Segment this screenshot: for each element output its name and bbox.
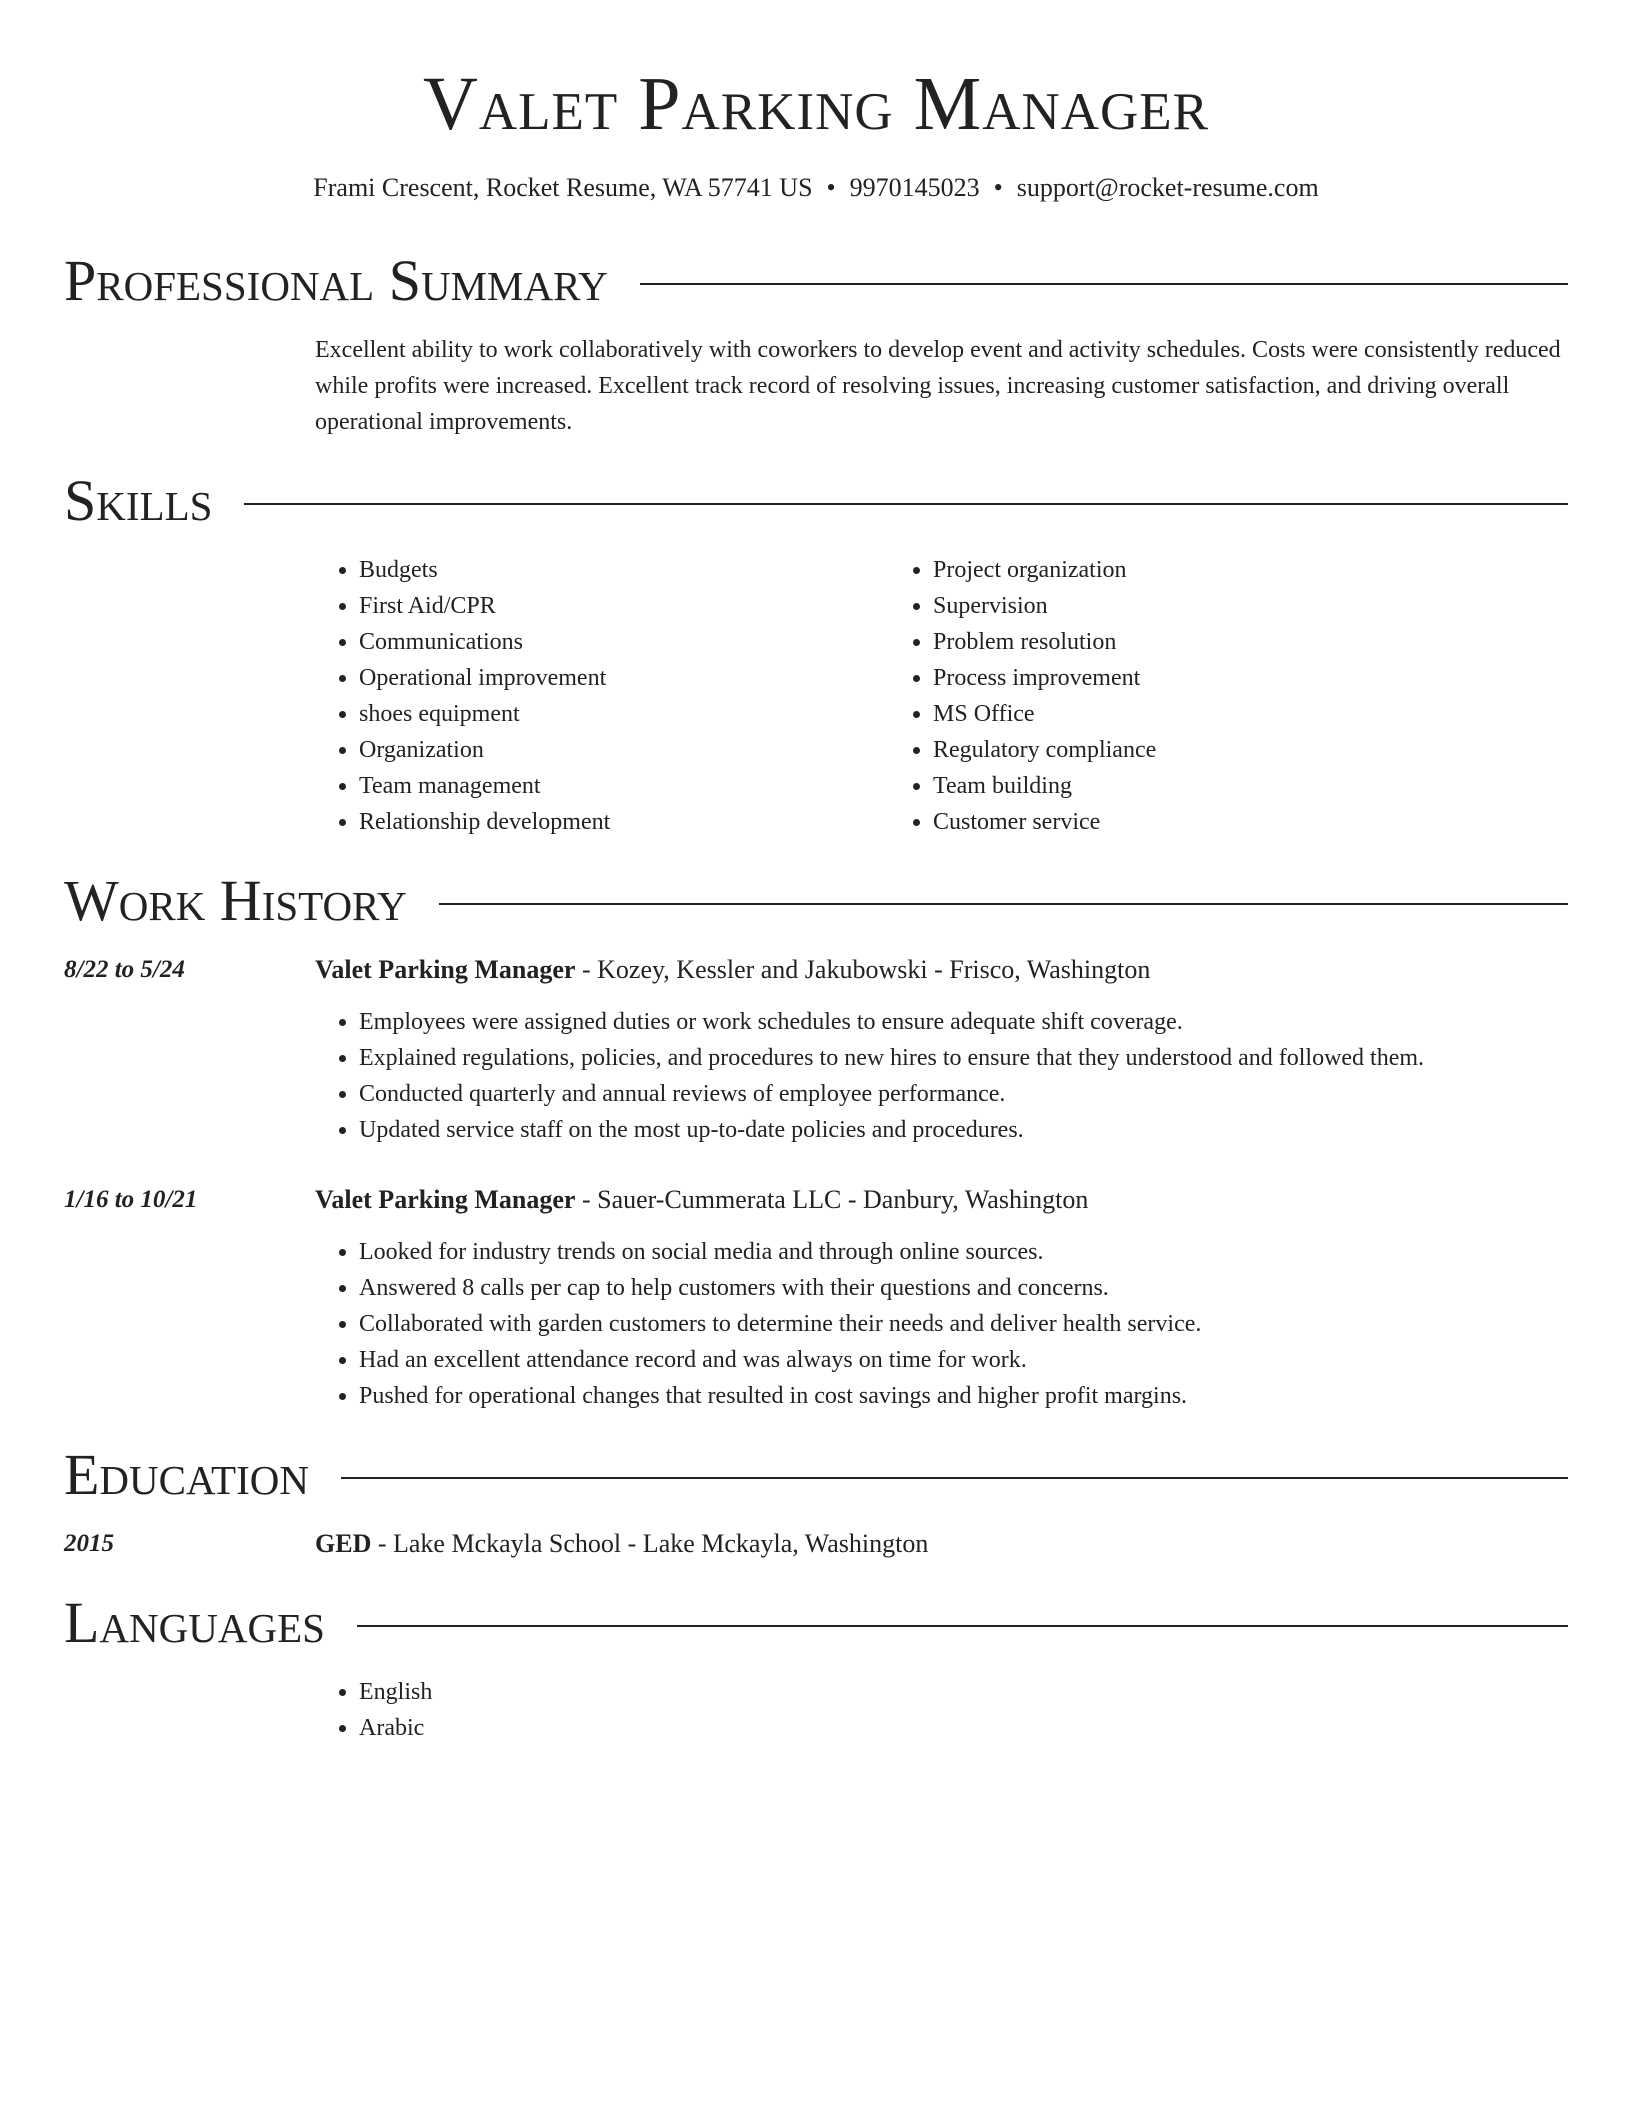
- languages-heading: Languages: [64, 1590, 325, 1655]
- contact-email: support@rocket-resume.com: [1016, 173, 1319, 202]
- section-divider: [640, 283, 1568, 285]
- education-degree: GED: [315, 1529, 372, 1558]
- skills-list: [315, 552, 1568, 840]
- education-line: [315, 1526, 928, 1562]
- skill-item: • Project organization: [933, 552, 1463, 588]
- skill-item: • Customer service: [933, 804, 1463, 840]
- resume-name: Valet Parking Manager: [422, 62, 1210, 146]
- job-dates: 1/16 to 10/21: [64, 1186, 198, 1213]
- summary-heading: Professional Summary: [64, 248, 608, 313]
- job-bullet: • Employees were assigned duties or work schedules to ensure adequate shift coverage.: [359, 1004, 1568, 1040]
- education-heading: Education: [64, 1442, 309, 1507]
- job-bullet: • Collaborated with garden customers to determine their needs and deliver health service.: [359, 1306, 1568, 1342]
- contact-line: [64, 150, 1568, 206]
- job-bullet: • Looked for industry trends on social media and through online sources.: [359, 1234, 1568, 1270]
- languages-items: [315, 1674, 1568, 1746]
- section-divider: [357, 1625, 1568, 1627]
- job-bullet: • Updated service staff on the most up-to-date policies and procedures.: [359, 1112, 1568, 1148]
- job-title: Valet Parking Manager: [315, 1185, 576, 1214]
- summary-text: Excellent ability to work collaboratively with coworkers to develop event and activity schedules. Costs were consistently reduced while profits were increased. Excellent track record of resolving issues, increasing customer satisfaction, and driving overall operational improvements.: [315, 337, 1561, 435]
- skill-item: • Communications: [359, 624, 889, 660]
- language-item: • Arabic: [359, 1710, 1568, 1746]
- language-item: • English: [359, 1674, 1568, 1710]
- job-entry: [64, 1182, 1568, 1414]
- education-details: - Lake Mckayla School - Lake Mckayla, Washington: [371, 1529, 929, 1558]
- job-title-line: [315, 952, 1568, 988]
- skill-item: • First Aid/CPR: [359, 588, 889, 624]
- education-section-header: [64, 1440, 1568, 1510]
- skills-column-right: [889, 552, 1463, 840]
- skill-item: • Regulatory compliance: [933, 732, 1463, 768]
- job-bullet: • Answered 8 calls per cap to help customers with their questions and concerns.: [359, 1270, 1568, 1306]
- skills-section-header: [64, 466, 1568, 536]
- contact-phone: 9970145023: [849, 173, 980, 202]
- skill-item: • Team building: [933, 768, 1463, 804]
- contact-address: Frami Crescent, Rocket Resume, WA 57741 US: [313, 173, 813, 202]
- skill-item: • Operational improvement: [359, 660, 889, 696]
- job-bullets: [315, 1004, 1568, 1148]
- job-bullet: • Pushed for operational changes that resulted in cost savings and higher profit margins.: [359, 1378, 1568, 1414]
- job-bullet: • Conducted quarterly and annual reviews of employee performance.: [359, 1076, 1568, 1112]
- job-dates: 8/22 to 5/24: [64, 956, 185, 983]
- job-details: - Kozey, Kessler and Jakubowski - Frisco, Washington: [575, 955, 1151, 984]
- summary-section-header: [64, 246, 1568, 316]
- job-bullet: • Had an excellent attendance record and was always on time for work.: [359, 1342, 1568, 1378]
- languages-section-header: [64, 1588, 1568, 1658]
- contact-separator: •: [993, 173, 1003, 202]
- skill-item: • Supervision: [933, 588, 1463, 624]
- work-heading: Work History: [64, 868, 407, 933]
- job-body: [315, 952, 1568, 1148]
- job-title-line: [315, 1182, 1568, 1218]
- skills-heading: Skills: [64, 468, 213, 533]
- section-divider: [244, 503, 1568, 505]
- job-details: - Sauer-Cummerata LLC - Danbury, Washington: [575, 1185, 1089, 1214]
- skill-item: • Team management: [359, 768, 889, 804]
- skill-item: • Budgets: [359, 552, 889, 588]
- skill-item: • MS Office: [933, 696, 1463, 732]
- work-section-header: [64, 866, 1568, 936]
- skill-item: • Problem resolution: [933, 624, 1463, 660]
- education-year: 2015: [64, 1530, 114, 1557]
- skill-item: • shoes equipment: [359, 696, 889, 732]
- skill-item: • Relationship development: [359, 804, 889, 840]
- skills-column-left: [315, 552, 889, 840]
- contact-separator: •: [826, 173, 836, 202]
- job-entry: [64, 952, 1568, 1148]
- skill-item: • Process improvement: [933, 660, 1463, 696]
- job-bullets: [315, 1234, 1568, 1414]
- skill-item: • Organization: [359, 732, 889, 768]
- job-bullet: • Explained regulations, policies, and procedures to new hires to ensure that they understood and followed them.: [359, 1040, 1568, 1076]
- section-divider: [341, 1477, 1568, 1479]
- languages-list: [315, 1674, 1568, 1746]
- section-divider: [439, 903, 1568, 905]
- education-entry: [64, 1526, 1568, 1562]
- job-title: Valet Parking Manager: [315, 955, 576, 984]
- job-body: [315, 1182, 1568, 1414]
